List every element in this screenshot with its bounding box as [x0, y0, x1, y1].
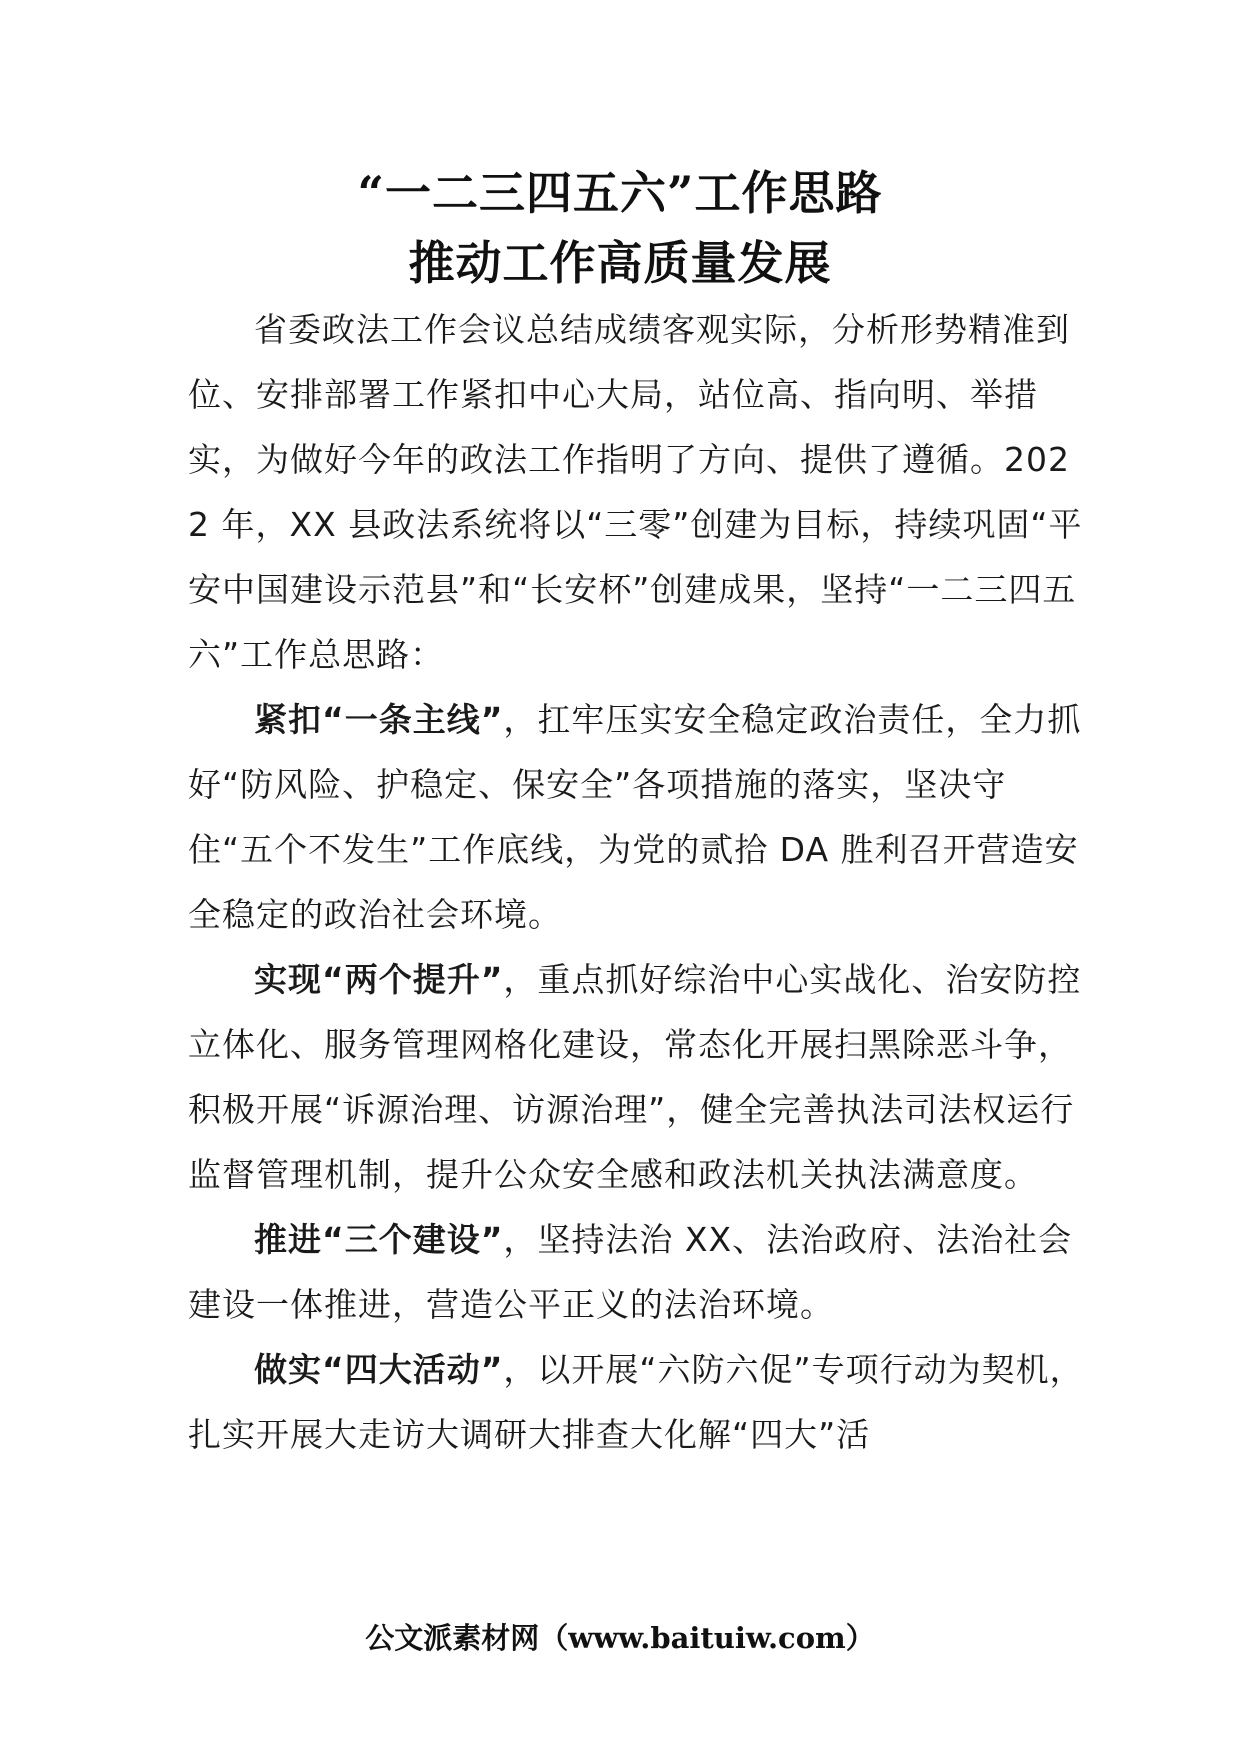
section-text-2: ，重点抓好综治中心实战化、治安防控立体化、服务管理网格化建设，常态化开展扫黑除恶斗争，积极开展“诉源治理、访源治理”，健全完善执法司法权运行监督管理机制，提升公众安全感和政法机关执法满意度。: [188, 960, 1082, 1194]
section-lead-2: 实现“两个提升”: [254, 960, 504, 999]
section-text-1: ，扛牢压实安全稳定政治责任，全力抓好“防风险、护稳定、保安全”各项措施的落实，坚决守住“五个不发生”工作底线，为党的贰拾 DA 胜利召开营造安全稳定的政治社会环境。: [188, 700, 1082, 934]
section-paragraph-2: [188, 947, 1084, 1207]
intro-paragraph: 省委政法工作会议总结成绩客观实际，分析形势精准到位、安排部署工作紧扣中心大局，站位高、指向明、举措实，为做好今年的政法工作指明了方向、提供了遵循。2022 年，XX 县政法系统将以“三零”创建为目标，持续巩固“平安中国建设示范县”和“长安杯”创建成果，坚持“一二三四五六”工作总思路：: [188, 310, 1083, 674]
section-lead-4: 做实“四大活动”: [254, 1350, 504, 1389]
section-text-3: ，坚持法治 XX、法治政府、法治社会建设一体推进，营造公平正义的法治环境。: [188, 1220, 1073, 1324]
section-text-4: ，以开展“六防六促”专项行动为契机，扎实开展大走访大调研大排查大化解“四大”活: [188, 1350, 1084, 1454]
section-paragraph-1: [188, 687, 1084, 947]
footer-watermark: 公文派素材网（www.baituiw.com）: [365, 1621, 875, 1655]
title-line-1: “一二三四五六”工作思路: [357, 166, 883, 220]
section-lead-1: 紧扣“一条主线”: [254, 700, 504, 739]
document-body: [188, 297, 1084, 1467]
document-title: [0, 158, 1240, 298]
title-line-2: 推动工作高质量发展: [408, 236, 832, 290]
section-lead-3: 推进“三个建设”: [254, 1220, 504, 1259]
section-paragraph-3: [188, 1207, 1084, 1337]
section-paragraph-4: [188, 1337, 1084, 1467]
